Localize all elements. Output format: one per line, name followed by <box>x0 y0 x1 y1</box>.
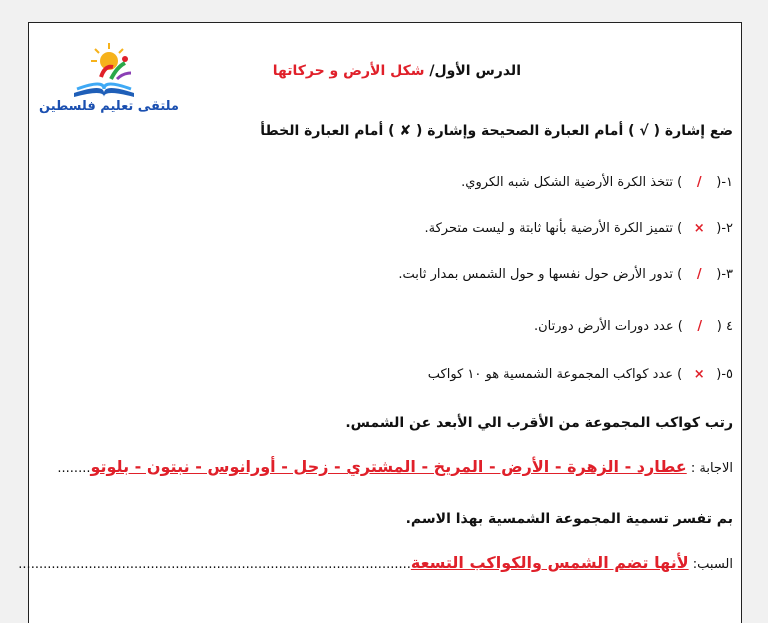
logo <box>39 37 179 117</box>
lesson-label: الدرس الأول/ <box>429 63 521 79</box>
statement-paren: ) <box>677 319 683 334</box>
lesson-title <box>273 63 521 79</box>
logo-graphic-icon <box>39 37 169 99</box>
statement-text: تتميز الكرة الأرضية بأنها ثابتة و ليست متحركة. <box>424 221 678 236</box>
statement-3 <box>398 267 733 282</box>
question-naming: بم تفسر تسمية المجموعة الشمسية بهذا الاسم. <box>405 511 733 527</box>
answer-mark: × <box>693 221 705 236</box>
statement-number: ٤ ( <box>716 319 733 334</box>
statement-text: تتخذ الكرة الأرضية الشكل شبه الكروي. <box>461 175 678 190</box>
answer-mark: / <box>696 267 702 282</box>
statement-4 <box>534 319 733 334</box>
answer-dots: ........ <box>57 461 91 476</box>
answer-text-reason: لأنها تضم الشمس والكواكب التسعة <box>410 553 689 572</box>
answer-text-planets: عطارد - الزهرة - الأرض - المريخ - المشتري - زحل - أورانوس - نبتون - بلوتو <box>90 457 687 476</box>
reason-label: السبب: <box>688 557 733 572</box>
statement-number: ٥-( <box>716 367 733 382</box>
answer-mark: / <box>696 175 702 190</box>
statement-number: ٣-( <box>716 267 733 282</box>
worksheet-page <box>18 22 742 623</box>
statement-text: تدور الأرض حول نفسها و حول الشمس بمدار ثابت. <box>398 267 678 282</box>
answer-mark: / <box>697 319 703 334</box>
logo-text: ملتقى تعليم فلسطين <box>39 99 179 114</box>
statement-number: ٢-( <box>716 221 733 236</box>
answer-mark: × <box>693 367 705 382</box>
statement-paren: ) <box>677 267 683 282</box>
lesson-topic: شكل الأرض و حركاتها <box>272 63 430 79</box>
statement-5 <box>428 367 733 382</box>
question-order-planets: رتب كواكب المجموعة من الأقرب الي الأبعد عن الشمس. <box>345 415 733 431</box>
statement-text: عدد كواكب المجموعة الشمسية هو ١٠ كواكب <box>427 367 678 382</box>
statement-paren: ) <box>677 175 683 190</box>
statement-text: عدد دورات الأرض دورتان. <box>534 319 678 334</box>
answer-line-reason <box>18 553 733 572</box>
instruction: ضع إشارة ( √ ) أمام العبارة الصحيحة وإشارة ( ✘ ) أمام العبارة الخطأ <box>260 123 733 139</box>
statement-paren: ) <box>677 367 683 382</box>
reason-dots: ............................................................................................... <box>18 557 411 572</box>
answer-line-planets <box>57 457 733 476</box>
statement-1 <box>461 175 733 190</box>
statement-number: ١-( <box>716 175 733 190</box>
statement-paren: ) <box>677 221 683 236</box>
statement-2 <box>424 221 733 236</box>
answer-label: الاجابة : <box>686 461 733 476</box>
